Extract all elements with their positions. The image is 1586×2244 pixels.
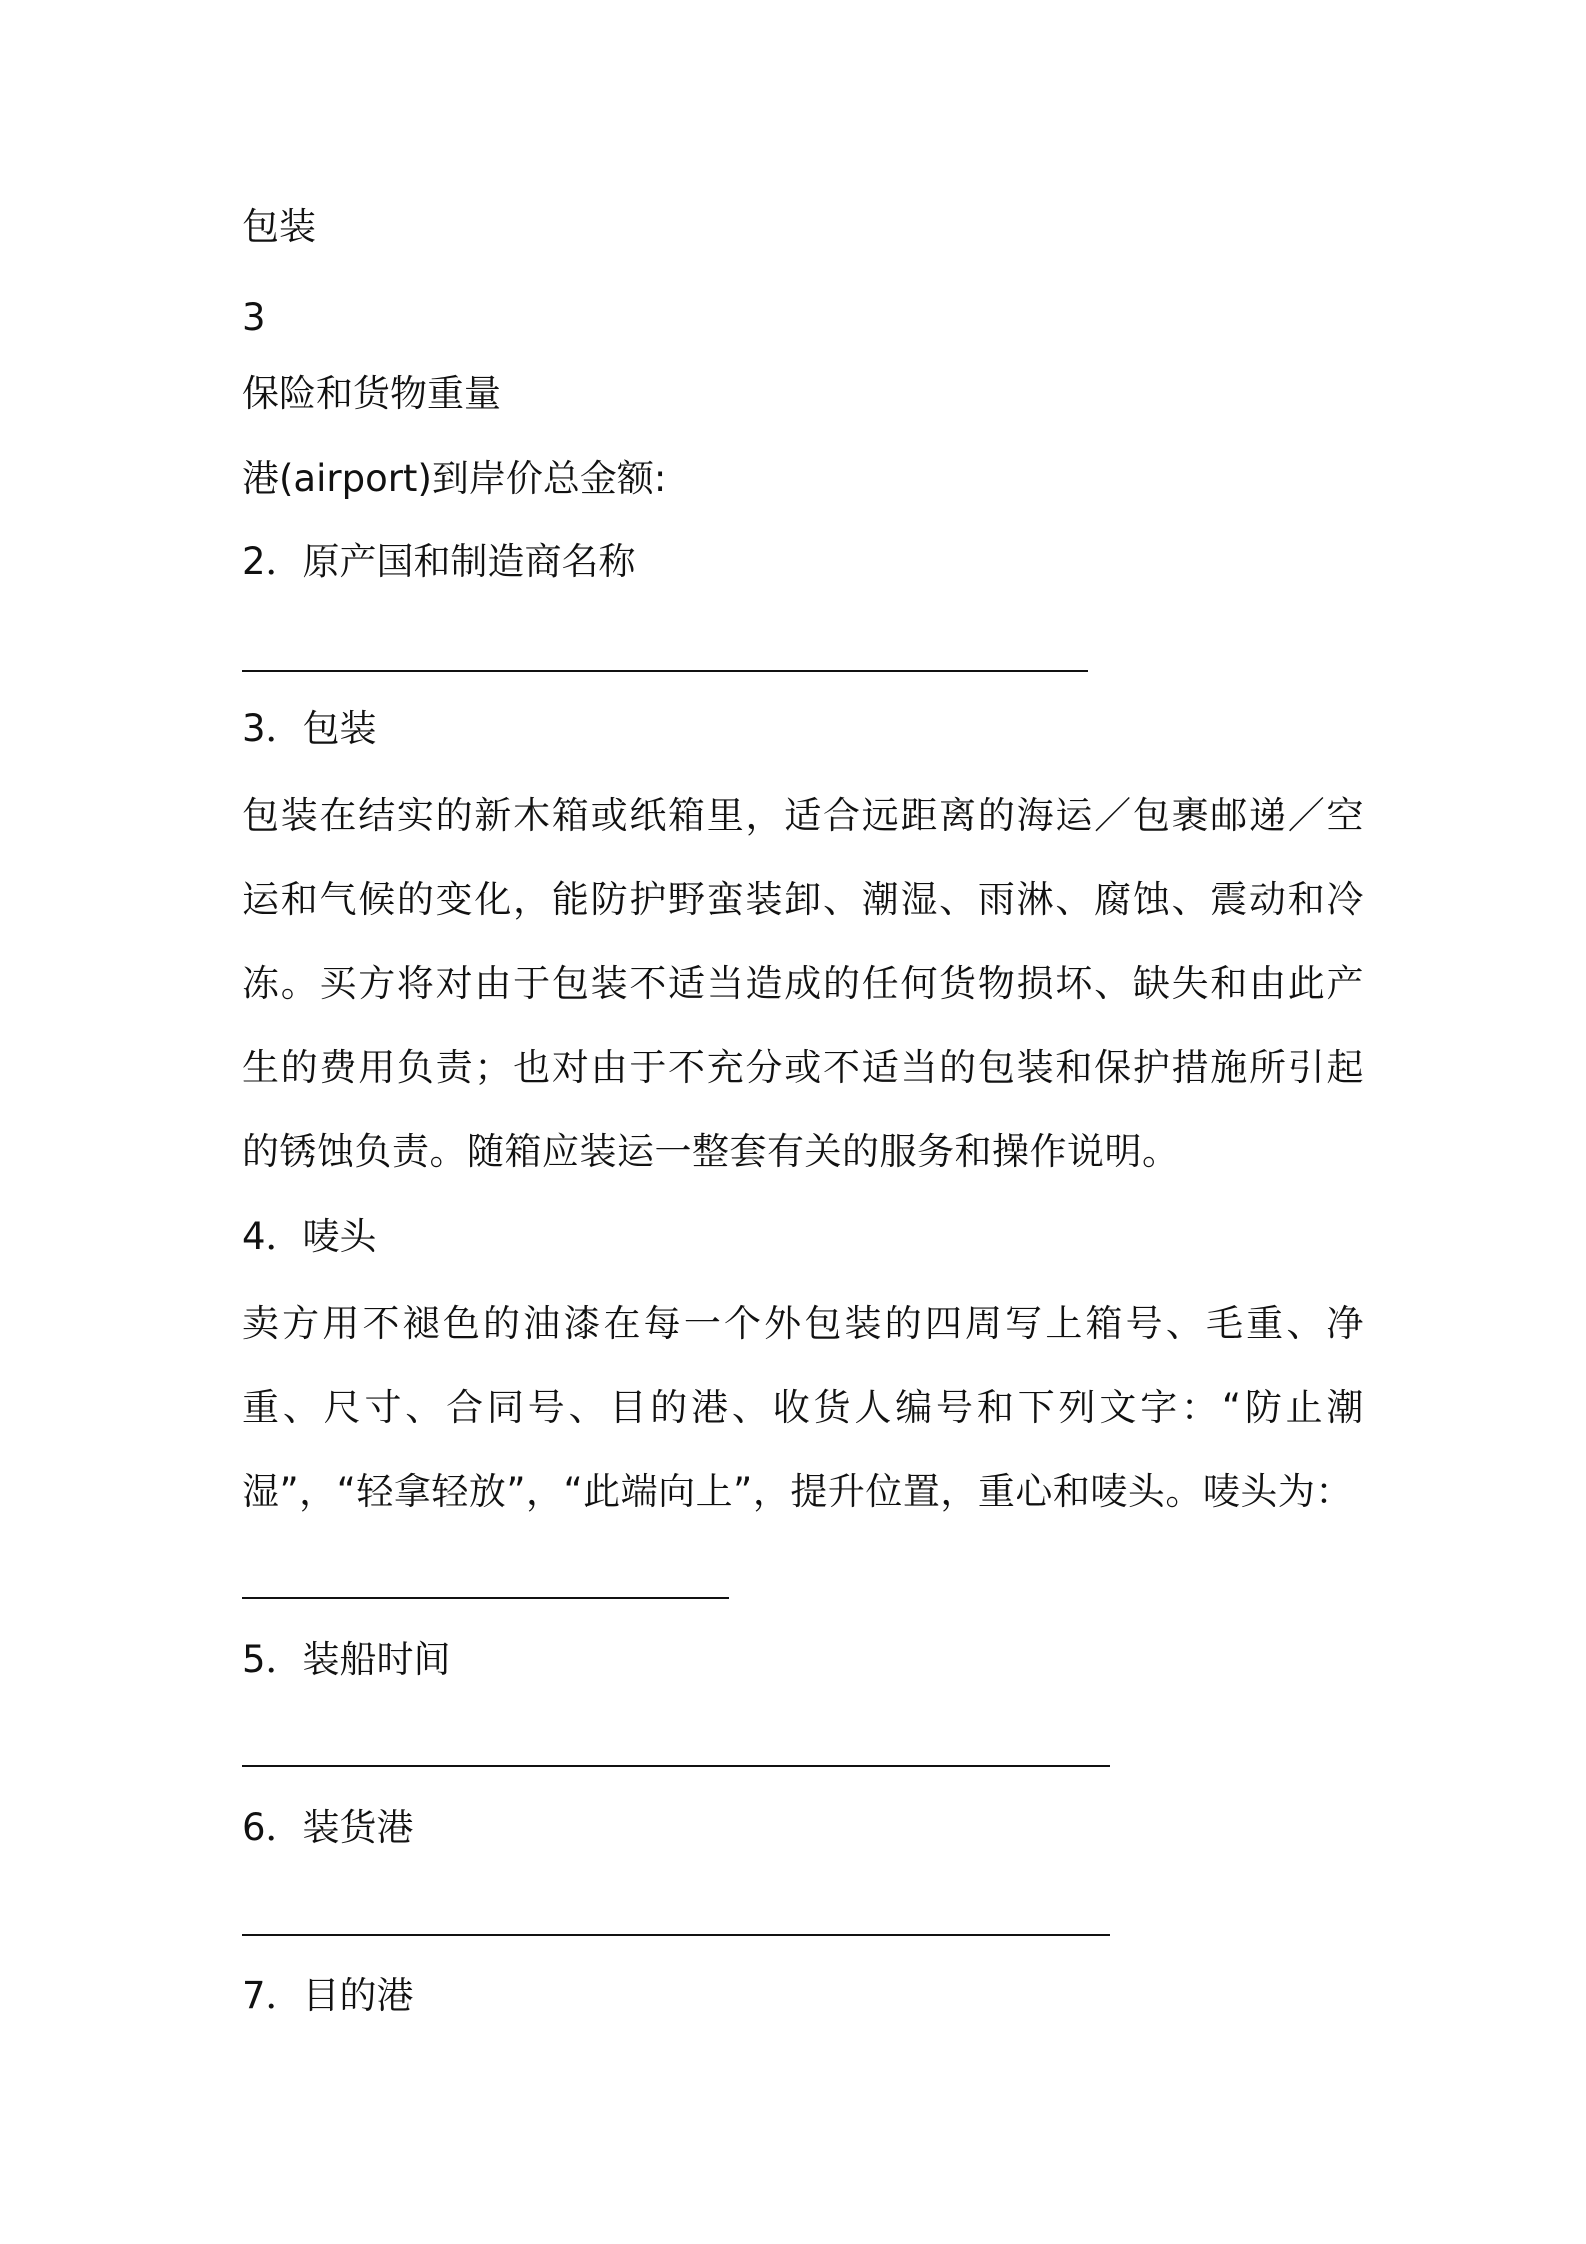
blank-line-manufacturer <box>242 670 1088 672</box>
item-7-title: 7．目的港 <box>242 1974 414 2017</box>
blank-line-shipping-mark <box>242 1597 729 1599</box>
item-5-title: 5．装船时间 <box>242 1638 451 1681</box>
blank-line-loading-port <box>242 1934 1110 1936</box>
item-6-title: 6．装货港 <box>242 1806 414 1849</box>
item-2-title: 2．原产国和制造商名称 <box>242 540 636 583</box>
cif-total-amount-label: 港(airport)到岸价总金额: <box>242 457 667 500</box>
blank-line-shipment-time <box>242 1765 1110 1767</box>
heading-insurance-weight: 保险和货物重量 <box>242 372 501 415</box>
item-4-body: 卖方用不褪色的油漆在每一个外包装的四周写上箱号、毛重、净重、尺寸、合同号、目的港、收货人编号和下列文字：“防止潮湿”，“轻拿轻放”，“此端向上”，提升位置，重心和唛头。唛头为： <box>242 1302 1364 1513</box>
page-number: 3 <box>242 296 266 339</box>
item-3-body: 包装在结实的新木箱或纸箱里，适合远距离的海运／包裹邮递／空运和气候的变化，能防护野蛮装卸、潮湿、雨淋、腐蚀、震动和冷冻。买方将对由于包装不适当造成的任何货物损坏、缺失和由此产生的费用负责；也对由于不充分或不适当的包装和保护措施所引起的锈蚀负责。随箱应装运一整套有关的服务和操作说明。 <box>242 794 1364 1173</box>
heading-packing: 包装 <box>242 205 316 248</box>
item-3-title: 3．包装 <box>242 707 377 750</box>
item-4-title: 4．唛头 <box>242 1215 377 1258</box>
